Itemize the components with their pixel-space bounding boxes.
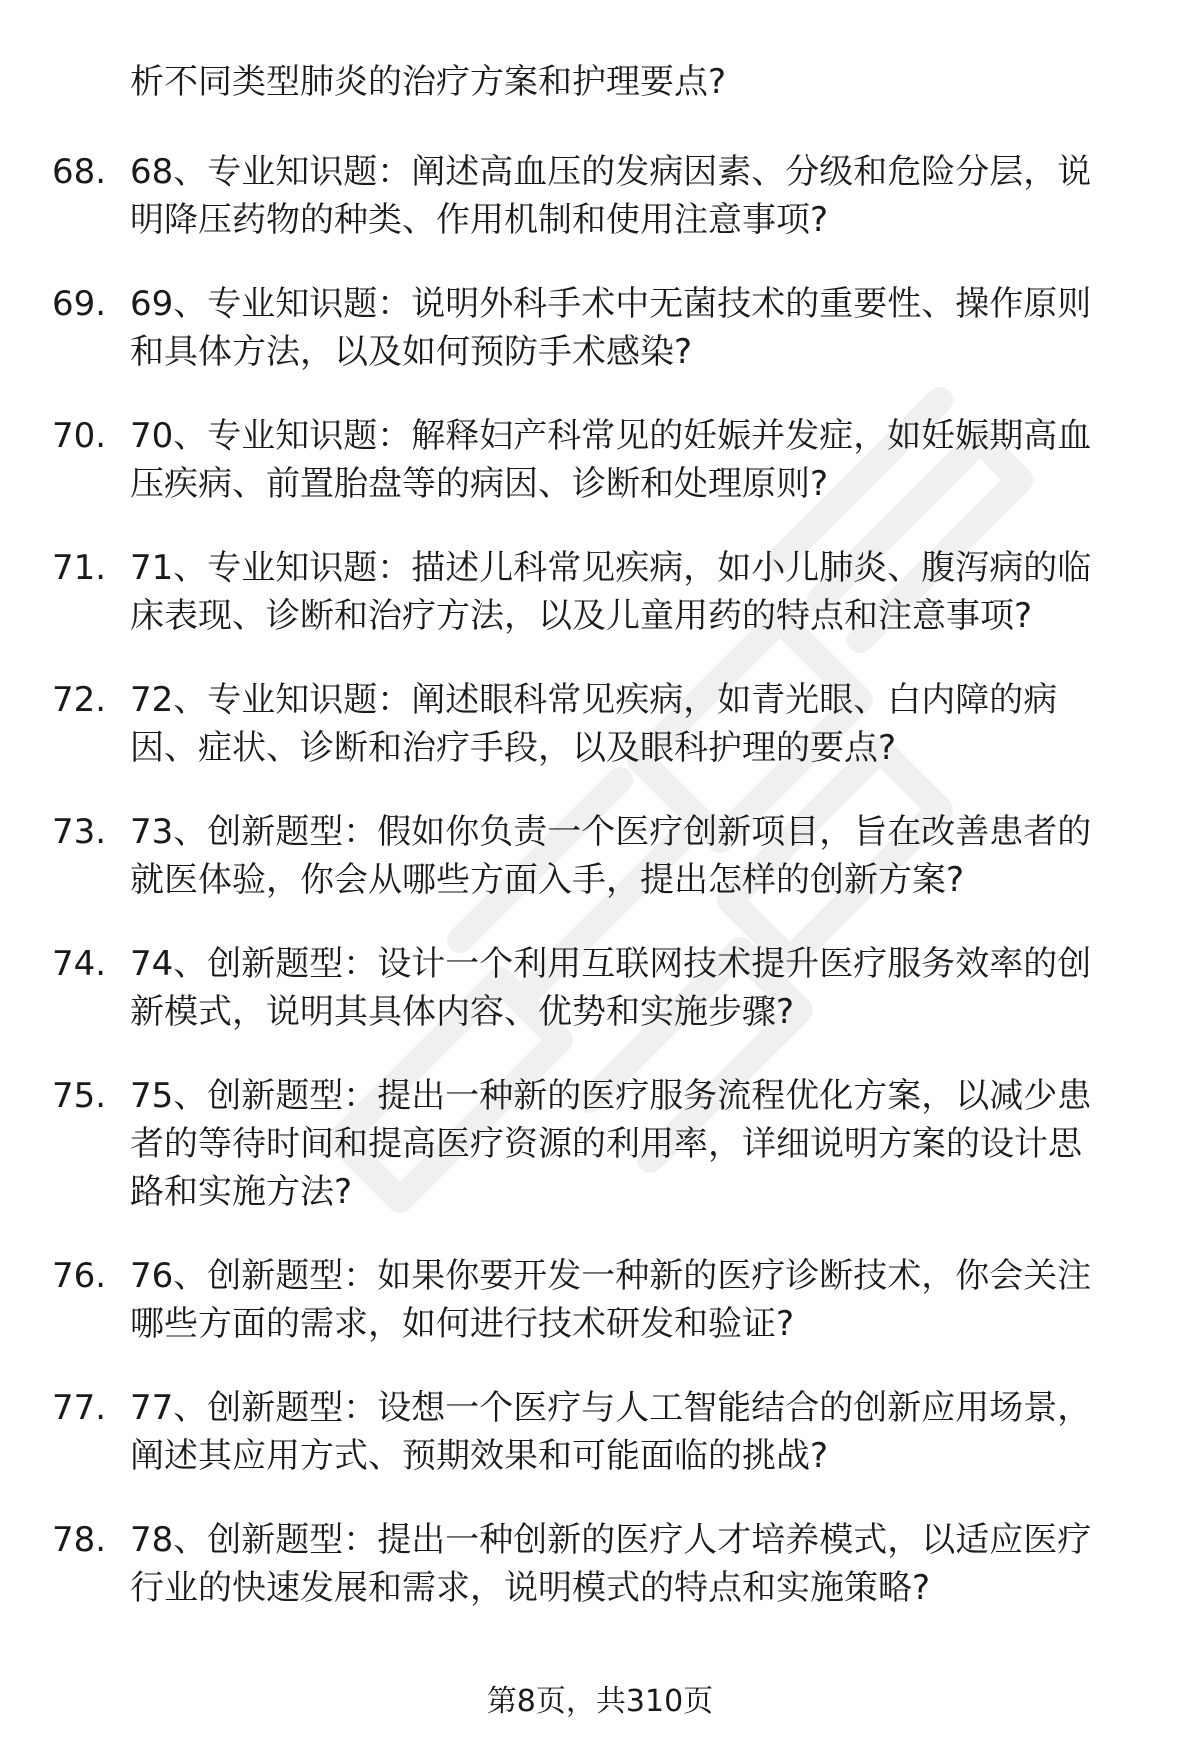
question-text <box>130 1072 1140 1216</box>
question-line: 床表现、诊断和治疗方法，以及儿童用药的特点和注意事项? <box>130 596 1033 636</box>
question-line: 77、创新题型：设想一个医疗与人工智能结合的创新应用场景， <box>130 1388 1092 1428</box>
question-line: 73、创新题型：假如你负责一个医疗创新项目，旨在改善患者的 <box>130 812 1092 852</box>
question-line: 75、创新题型：提出一种新的医疗服务流程优化方案，以减少患 <box>130 1076 1092 1116</box>
question-line: 行业的快速发展和需求，说明模式的特点和实施策略? <box>130 1568 931 1608</box>
question-line: 71、专业知识题：描述儿科常见疾病，如小儿肺炎、腹泻病的临 <box>130 548 1092 588</box>
question-text <box>130 1384 1140 1480</box>
question-text <box>130 940 1140 1036</box>
question-item <box>0 676 1200 772</box>
question-line: 明降压药物的种类、作用机制和使用注意事项? <box>130 200 829 240</box>
question-line: 78、创新题型：提出一种创新的医疗人才培养模式，以适应医疗 <box>130 1520 1092 1560</box>
question-item <box>0 940 1200 1036</box>
question-text <box>130 148 1140 244</box>
question-line: 69、专业知识题：说明外科手术中无菌技术的重要性、操作原则 <box>130 284 1092 324</box>
question-item <box>0 808 1200 904</box>
question-line: 72、专业知识题：阐述眼科常见疾病，如青光眼、白内障的病 <box>130 680 1058 720</box>
question-item <box>0 412 1200 508</box>
question-item <box>0 1252 1200 1348</box>
question-item <box>0 280 1200 376</box>
question-number: 68. <box>52 152 107 192</box>
question-number: 71. <box>52 548 107 588</box>
page-footer: 第8页，共310页 <box>486 1684 714 1719</box>
question-text <box>130 280 1140 376</box>
question-number: 78. <box>52 1520 107 1560</box>
question-item <box>0 148 1200 244</box>
question-number: 70. <box>52 416 107 456</box>
question-number: 72. <box>52 680 107 720</box>
question-line: 因、症状、诊断和治疗手段，以及眼科护理的要点? <box>130 728 897 768</box>
question-line: 哪些方面的需求，如何进行技术研发和验证? <box>130 1304 795 1344</box>
question-item <box>0 1516 1200 1612</box>
question-item <box>0 1384 1200 1480</box>
question-text <box>130 1516 1140 1612</box>
question-line: 者的等待时间和提高医疗资源的利用率，详细说明方案的设计思 <box>130 1124 1082 1164</box>
question-text <box>130 412 1140 508</box>
question-line: 阐述其应用方式、预期效果和可能面临的挑战? <box>130 1436 829 1476</box>
question-list <box>0 148 1200 1648</box>
question-number: 75. <box>52 1076 107 1116</box>
question-text <box>130 808 1140 904</box>
question-number: 76. <box>52 1256 107 1296</box>
question-line: 和具体方法，以及如何预防手术感染? <box>130 332 693 372</box>
question-line: 68、专业知识题：阐述高血压的发病因素、分级和危险分层，说 <box>130 152 1092 192</box>
question-line: 路和实施方法? <box>130 1172 353 1212</box>
question-line: 70、专业知识题：解释妇产科常见的妊娠并发症，如妊娠期高血 <box>130 416 1092 456</box>
question-line: 压疾病、前置胎盘等的病因、诊断和处理原则? <box>130 464 829 504</box>
question-text <box>130 1252 1140 1348</box>
question-line: 76、创新题型：如果你要开发一种新的医疗诊断技术，你会关注 <box>130 1256 1092 1296</box>
question-line: 新模式，说明其具体内容、优势和实施步骤? <box>130 992 795 1032</box>
question-number: 74. <box>52 944 107 984</box>
question-item <box>0 1072 1200 1216</box>
question-number: 73. <box>52 812 107 852</box>
continuation-text: 析不同类型肺炎的治疗方案和护理要点? <box>130 62 727 102</box>
question-text <box>130 544 1140 640</box>
question-line: 就医体验，你会从哪些方面入手，提出怎样的创新方案? <box>130 860 965 900</box>
question-number: 77. <box>52 1388 107 1428</box>
question-text <box>130 676 1140 772</box>
question-number: 69. <box>52 284 107 324</box>
question-line: 74、创新题型：设计一个利用互联网技术提升医疗服务效率的创 <box>130 944 1092 984</box>
question-item <box>0 544 1200 640</box>
